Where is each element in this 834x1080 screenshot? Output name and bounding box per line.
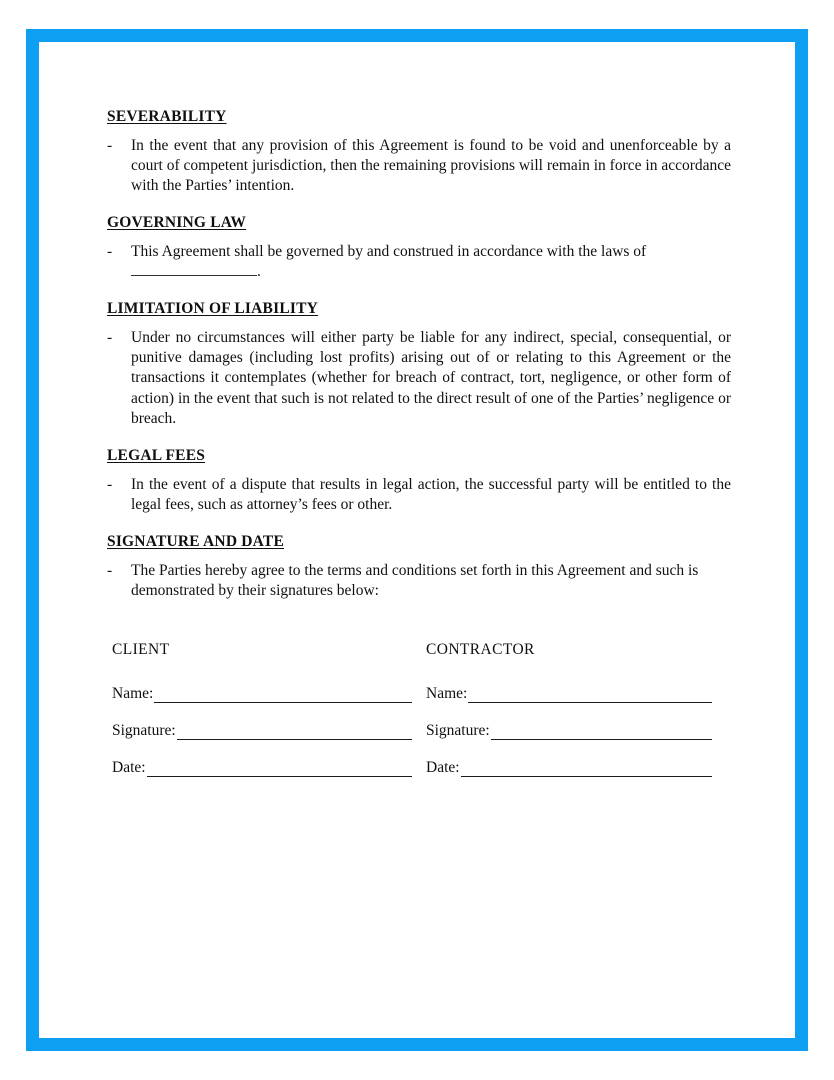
signature-party-label-client: CLIENT <box>112 640 170 658</box>
signature-field-client-date <box>112 757 412 777</box>
field-label-date: Date: <box>112 758 146 776</box>
field-input-contractor-date[interactable] <box>461 762 712 777</box>
paragraph-legal-fees: In the event of a dispute that results in legal action, the successful party will be entitled to the legal fees, such as attorney’s fees or other. <box>131 475 731 513</box>
signature-field-contractor-date <box>426 757 712 777</box>
paragraph-governing-law-text: This Agreement shall be governed by and construed in accordance with the laws of <box>131 242 647 260</box>
field-label-date: Date: <box>426 758 460 776</box>
signature-column-client <box>112 641 412 794</box>
bullet-dash-icon: - <box>107 561 113 579</box>
field-label-signature: Signature: <box>112 721 176 739</box>
field-input-client-signature[interactable] <box>177 725 412 740</box>
section-heading-governing-law: GOVERNING LAW <box>107 214 247 232</box>
section-heading-legal-fees: LEGAL FEES <box>107 446 206 464</box>
signature-field-client-name <box>112 683 412 703</box>
field-label-name: Name: <box>112 684 154 702</box>
paragraph-governing-law <box>131 242 731 283</box>
signature-field-client-signature <box>112 720 412 740</box>
field-label-signature: Signature: <box>426 721 490 739</box>
signature-party-label-contractor: CONTRACTOR <box>426 640 535 658</box>
section-body-limitation-of-liability <box>107 328 731 429</box>
section-body-severability <box>107 136 731 197</box>
signature-field-contractor-signature <box>426 720 712 740</box>
section-heading-limitation-of-liability: LIMITATION OF LIABILITY <box>107 300 319 318</box>
section-heading-legal-fees-wrap <box>107 447 731 466</box>
field-label-name: Name: <box>426 684 468 702</box>
section-body-legal-fees <box>107 475 731 515</box>
document-sheet <box>39 42 795 1038</box>
field-input-client-date[interactable] <box>147 762 412 777</box>
section-heading-signature-and-date: SIGNATURE AND DATE <box>107 532 284 550</box>
field-input-client-name[interactable] <box>154 688 412 703</box>
paragraph-signature-and-date: The Parties hereby agree to the terms and conditions set forth in this Agreement and such is demonstrated by their signatures below: <box>131 561 699 599</box>
bullet-dash-icon: - <box>107 136 113 154</box>
governing-law-blank-field[interactable] <box>131 262 257 276</box>
paragraph-limitation-of-liability: Under no circumstances will either party be liable for any indirect, special, consequential, or punitive damages (including lost profits) arising out of or relating to this Agreement or the transactions it contemplates (whether for breach of contract, tort, negligence, or other form of action) in the event that such is not related to the direct result of one of the Parties’ negligence or breach. <box>131 328 731 427</box>
section-heading-severability: SEVERABILITY <box>107 108 227 125</box>
section-heading-signature-and-date-wrap <box>107 533 731 552</box>
field-input-contractor-signature[interactable] <box>491 725 712 740</box>
signature-field-contractor-name <box>426 683 712 703</box>
bullet-dash-icon: - <box>107 475 113 493</box>
bullet-dash-icon: - <box>107 328 113 346</box>
paragraph-severability: In the event that any provision of this Agreement is found to be void and unenforceable by a court of competent jurisdiction, then the remaining provisions will remain in force in accordance with the Parties’ intention. <box>131 136 732 194</box>
section-body-governing-law <box>107 242 731 283</box>
section-heading-limitation-of-liability-wrap <box>107 300 731 319</box>
signature-column-contractor <box>412 641 712 794</box>
governing-law-trailing-punctuation: . <box>257 263 261 281</box>
signature-block <box>112 641 712 794</box>
field-input-contractor-name[interactable] <box>468 688 712 703</box>
section-heading-governing-law-wrap <box>107 214 731 233</box>
section-body-signature-and-date <box>107 561 731 601</box>
bullet-dash-icon: - <box>107 242 113 260</box>
section-heading-severability-wrap <box>107 108 731 127</box>
document-content <box>107 108 731 794</box>
